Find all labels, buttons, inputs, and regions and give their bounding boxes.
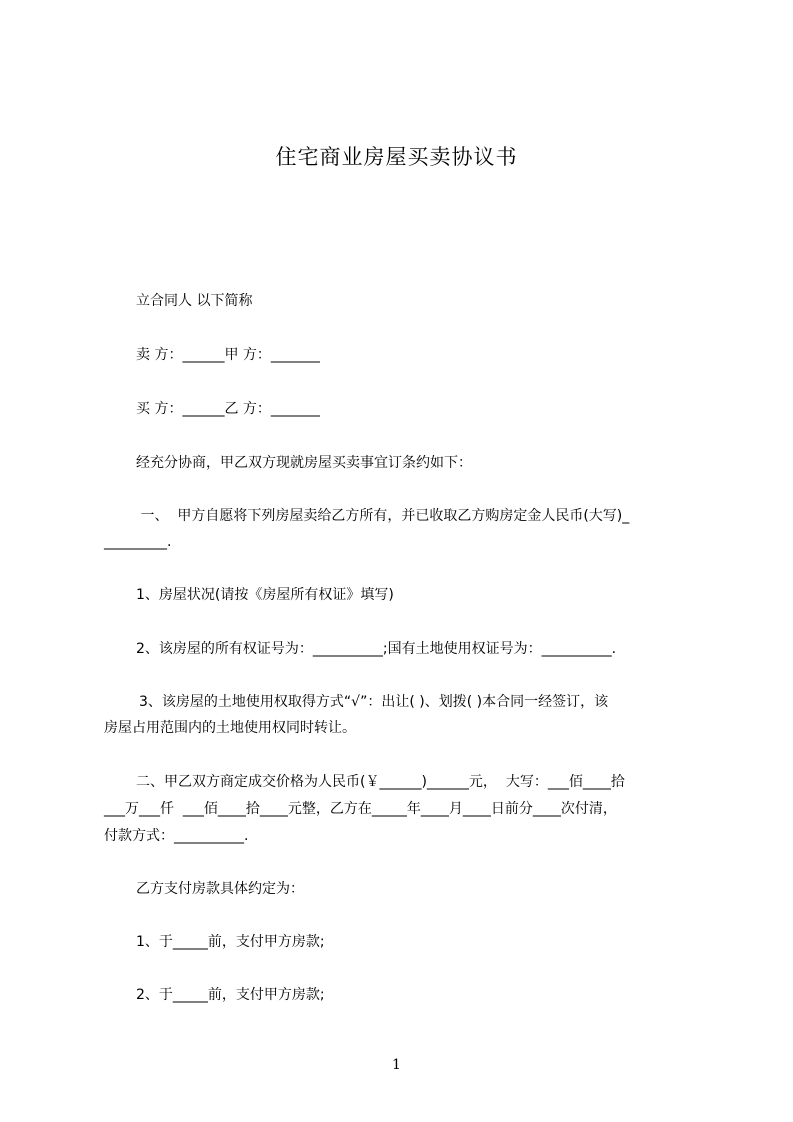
- payment-term-1: 1、于_____前，支付甲方房款;: [136, 934, 325, 950]
- clause-two-price: 二、甲乙双方商定成交价格为人民币(￥______)______元， 大写：___佰____拾: [136, 774, 625, 790]
- ownership-certificate: 2、该房屋的所有权证号为：__________;国有土地使用权证号为：__________.: [136, 641, 617, 657]
- land-use-right-transfer: 房屋占用范围内的土地使用权同时转让。: [104, 720, 356, 736]
- payment-method: 付款方式：__________.: [104, 828, 249, 844]
- document-title: 住宅商业房屋买卖协议书: [275, 145, 518, 169]
- buyer-line: 买 方：______乙 方：_______: [136, 401, 320, 417]
- clause-one: 一、 甲方自愿将下列房屋卖给乙方所有，并已收取乙方购房定金人民币(大写)_: [136, 508, 630, 524]
- page-number: 1: [392, 1057, 401, 1073]
- agreement-intro: 经充分协商，甲乙双方现就房屋买卖事宜订条约如下：: [136, 455, 472, 471]
- clause-two-price-continued: ___万___仟 ___佰____拾____元整，乙方在_____年____月____日前分____次付清，: [104, 801, 617, 817]
- seller-line: 卖 方：______甲 方：_______: [136, 347, 320, 363]
- parties-intro: 立合同人 以下简称: [136, 293, 253, 309]
- clause-one-continued: _________.: [104, 534, 172, 550]
- land-use-right-method: 3、该房屋的土地使用权取得方式“√”：出让( )、划拨( )本合同一经签订，该: [139, 694, 609, 710]
- payment-term-2: 2、于_____前，支付甲方房款;: [136, 987, 325, 1003]
- house-status: 1、房屋状况(请按《房屋所有权证》填写): [136, 587, 394, 603]
- payment-terms-intro: 乙方支付房款具体约定为：: [136, 881, 304, 897]
